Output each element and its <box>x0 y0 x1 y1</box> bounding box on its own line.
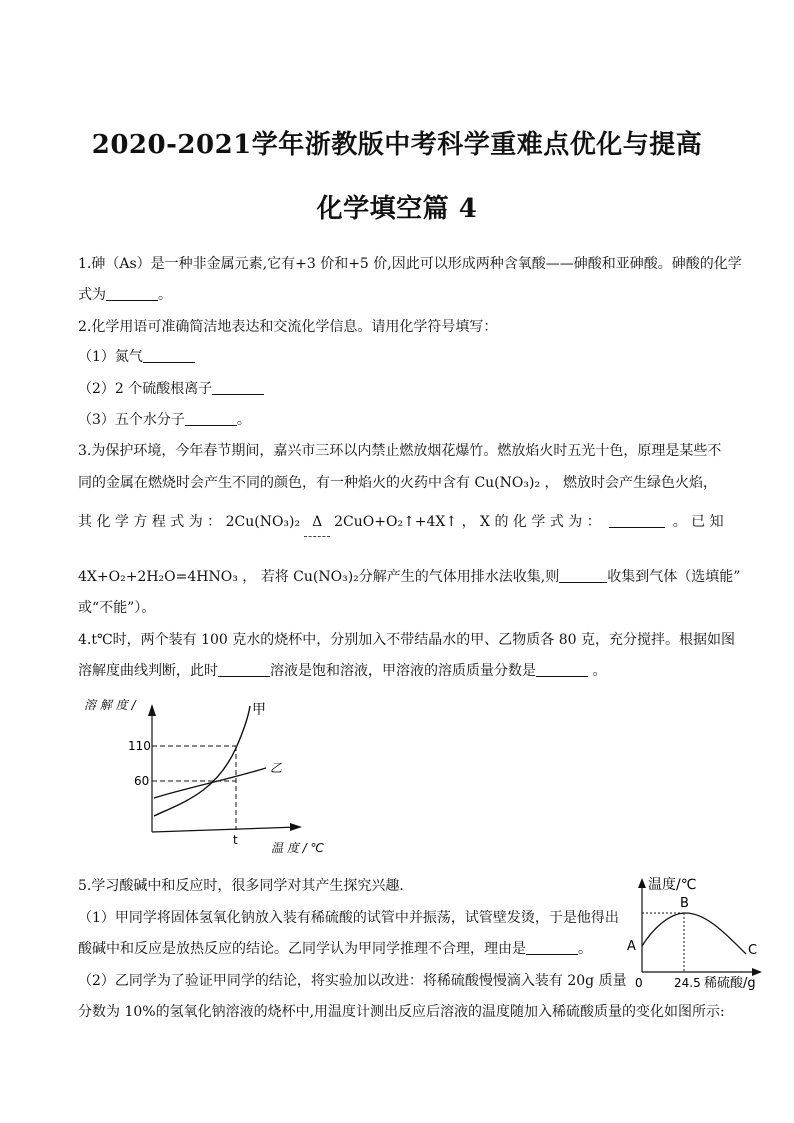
q1-end: 。 <box>158 287 172 303</box>
document-subtitle: 化学填空篇 4 <box>316 194 478 224</box>
q5-line1: 5.学习酸碱中和反应时，很多同学对其产生探究兴趣． <box>78 878 414 894</box>
fig2-point-c: C <box>748 943 758 958</box>
q2-item2-blank[interactable] <box>212 380 264 395</box>
q2-item1-text: （1）氮气 <box>78 349 143 365</box>
q2-item3-text: （3）五个水分子 <box>78 412 185 428</box>
fig1-tick-t: t <box>233 833 238 847</box>
q3-line4-end: 收集到气体（选填能” <box>607 569 741 585</box>
q2-item3 <box>78 410 251 430</box>
q5-line2: （1）甲同学将固体氢氧化钠放入装有稀硫酸的试管中并振荡，试管壁发烫，于是他得出 <box>78 910 619 926</box>
temperature-curve-figure <box>618 870 768 994</box>
fig1-tick-110: 110 <box>128 739 151 753</box>
fig1-y-axis-arrow <box>148 704 156 716</box>
q3-known: 。 已 知 <box>672 514 724 530</box>
q4-line2-b: 溶液是饱和溶液，甲溶液的溶质质量分数是 <box>270 663 536 679</box>
q4-line2-c: 。 <box>588 663 607 679</box>
fig1-y-axis-label: 溶 解 度 / <box>84 698 136 712</box>
q5-line3-b: 。 <box>578 941 592 957</box>
fig2-y-axis-label: 温度/℃ <box>648 877 697 893</box>
q4-line2-a: 溶解度曲线判断，此时 <box>78 663 218 679</box>
curve-jia <box>154 706 250 816</box>
q2-stem: 2.化学用语可准确简洁地表达和交流化学信息。请用化学符号填写： <box>78 319 498 335</box>
fig1-tick-60: 60 <box>134 774 150 788</box>
q4-saturated-blank[interactable] <box>218 662 270 677</box>
q3-line3 <box>78 512 724 532</box>
q1-line1: 1.砷（As）是一种非金属元素,它有+3 价和+5 价,因此可以形成两种含氧酸——砷酸和亚砷酸。砷酸的化学 <box>78 256 742 272</box>
curve-yi <box>154 768 266 798</box>
q3-line1: 3.为保护环境，今年春节期间，嘉兴市三环以内禁止燃放烟花爆竹。燃放焰火时五光十色，原理是某些不 <box>78 443 722 459</box>
delta-symbol: Δ <box>312 514 323 530</box>
q2-item2-text: （2）2 个硫酸根离子 <box>78 381 213 397</box>
fig2-y-axis-arrow <box>638 878 646 888</box>
fig1-label-jia: 甲 <box>252 702 266 718</box>
q1-text: 式为 <box>78 287 106 303</box>
q4-line1: 4.t℃时，两个装有 100 克水的烧杯中，分别加入不带结晶水的甲、乙物质各 80 克，充分搅拌。根据如图 <box>78 632 735 648</box>
q3-line5: 或“不能”）。 <box>78 600 156 616</box>
q3-line4 <box>78 567 740 587</box>
q3-equation-left: 其 化 学 方 程 式 为 ： 2Cu(NO₃)₂ <box>78 514 301 530</box>
fig1-label-yi: 乙 <box>270 761 283 775</box>
q2-item2 <box>78 379 264 399</box>
q3-line4-text: 4X+O₂+2H₂O=4HNO₃ ， 若将 Cu(NO₃)₂分解产生的气体用排水法收集,则 <box>78 569 560 585</box>
q3-gas-blank[interactable] <box>559 568 607 583</box>
q5-line3 <box>78 939 592 959</box>
q5-line3-a: 酸碱中和反应是放热反应的结论。乙同学认为甲同学推理不合理，理由是 <box>78 941 526 957</box>
fig2-point-a: A <box>627 939 636 954</box>
q2-item3-end: 。 <box>236 412 251 428</box>
q4-fraction-blank[interactable] <box>536 662 588 677</box>
fig2-tick-0: 0 <box>635 976 643 990</box>
heating-condition <box>300 512 334 532</box>
fig1-x-axis <box>152 827 298 832</box>
q5-line5: 分数为 10%的氢氧化钠溶液的烧杯中,用温度计测出反应后溶液的温度随加入稀硫酸质量的变化如图所示: <box>78 1004 725 1020</box>
q1-line2 <box>78 285 172 305</box>
solubility-curve-figure <box>76 692 336 862</box>
q5-line4: （2）乙同学为了验证甲同学的结论，将实验加以改进：将稀硫酸慢慢滴入装有 20g 质量 <box>78 973 627 989</box>
fig2-point-b: B <box>680 896 689 911</box>
fig2-x-axis-label: 稀硫酸/g <box>704 976 756 991</box>
fig1-x-axis-arrow <box>290 823 302 831</box>
fig2-x-axis-arrow <box>752 968 762 976</box>
document-title: 2020-2021学年浙教版中考科学重难点优化与提高 <box>91 130 703 160</box>
q3-equation-right: 2CuO+O₂↑+4X↑ ， X 的 化 学 式 为 ： <box>334 514 601 530</box>
temperature-curve <box>642 913 746 954</box>
q2-item1 <box>78 347 195 367</box>
q4-line2 <box>78 661 606 681</box>
q1-answer-blank[interactable] <box>106 286 158 301</box>
q2-item3-blank[interactable] <box>185 411 237 426</box>
q3-x-blank[interactable] <box>609 513 665 528</box>
q3-line2: 同的金属在燃烧时会产生不同的颜色，有一种焰火的火药中含有 Cu(NO₃)₂ ， 燃放时会产生绿色火焰， <box>78 475 717 491</box>
q2-item1-blank[interactable] <box>143 348 195 363</box>
q5-reason-blank[interactable] <box>526 940 578 955</box>
fig1-x-axis-label: 温 度 / ℃ <box>271 841 324 855</box>
reaction-arrow <box>304 536 330 537</box>
fig2-tick-245: 24.5 <box>674 976 701 990</box>
